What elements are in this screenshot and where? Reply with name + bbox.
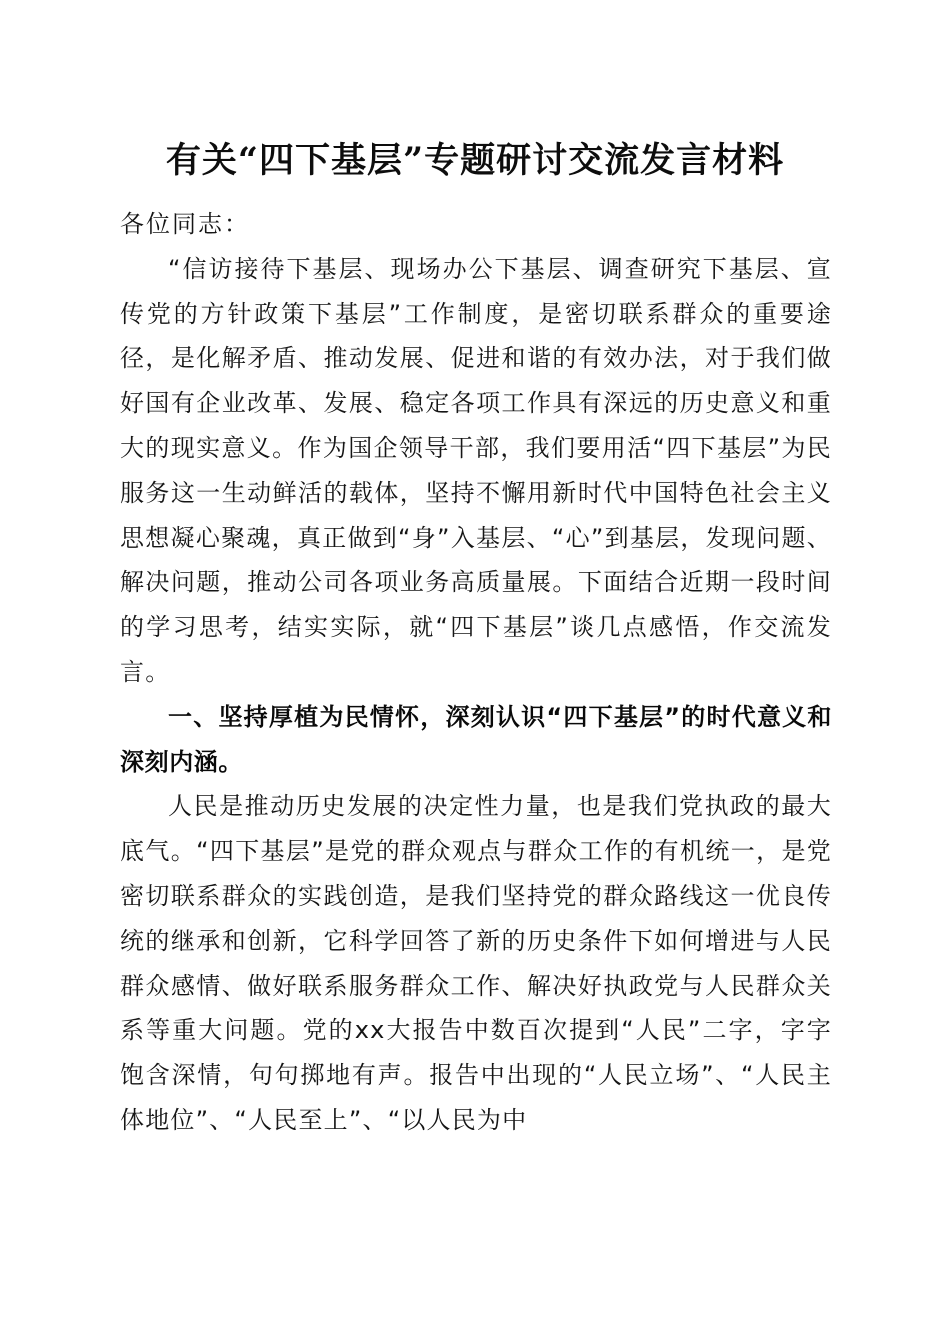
section-1-paragraph: 人民是推动历史发展的决定性力量，也是我们党执政的最大底气。“四下基层”是党的群众观点与群众工作的有机统一，是党密切联系群众的实践创造，是我们坚持党的群众路线这一优良传统的继承和创新，它科学回答了新的历史条件下如何增进与人民群众感情、做好联系服务群众工作、解决好执政党与人民群众关系等重大问题。党的xx大报告中数百次提到“人民”二字，字字饱含深情，句句掷地有声。报告中出现的“人民立场”、“人民主体地位”、“人民至上”、“以人民为中 (120, 792, 832, 1134)
intro-paragraph: “信访接待下基层、现场办公下基层、调查研究下基层、宣传党的方针政策下基层”工作制度，是密切联系群众的重要途径，是化解矛盾、推动发展、促进和谐的有效办法，对于我们做好国有企业改革、发展、稳定各项工作具有深远的历史意义和重大的现实意义。作为国企领导干部，我们要用活“四下基层”为民服务这一生动鲜活的载体，坚持不懈用新时代中国特色社会主义思想凝心聚魂，真正做到“身”入基层、“心”到基层，发现问题、解决问题，推动公司各项业务高质量展。下面结合近期一段时间的学习思考，结实实际，就“四下基层”谈几点感悟，作交流发言。 (120, 254, 832, 686)
section-heading-1: 一、坚持厚植为民情怀，深刻认识“四下基层”的时代意义和深刻内涵。 (120, 702, 832, 776)
document-title: 有关“四下基层”专题研讨交流发言材料 (165, 140, 785, 181)
greeting: 各位同志： (120, 210, 250, 238)
document-body (120, 202, 832, 1143)
